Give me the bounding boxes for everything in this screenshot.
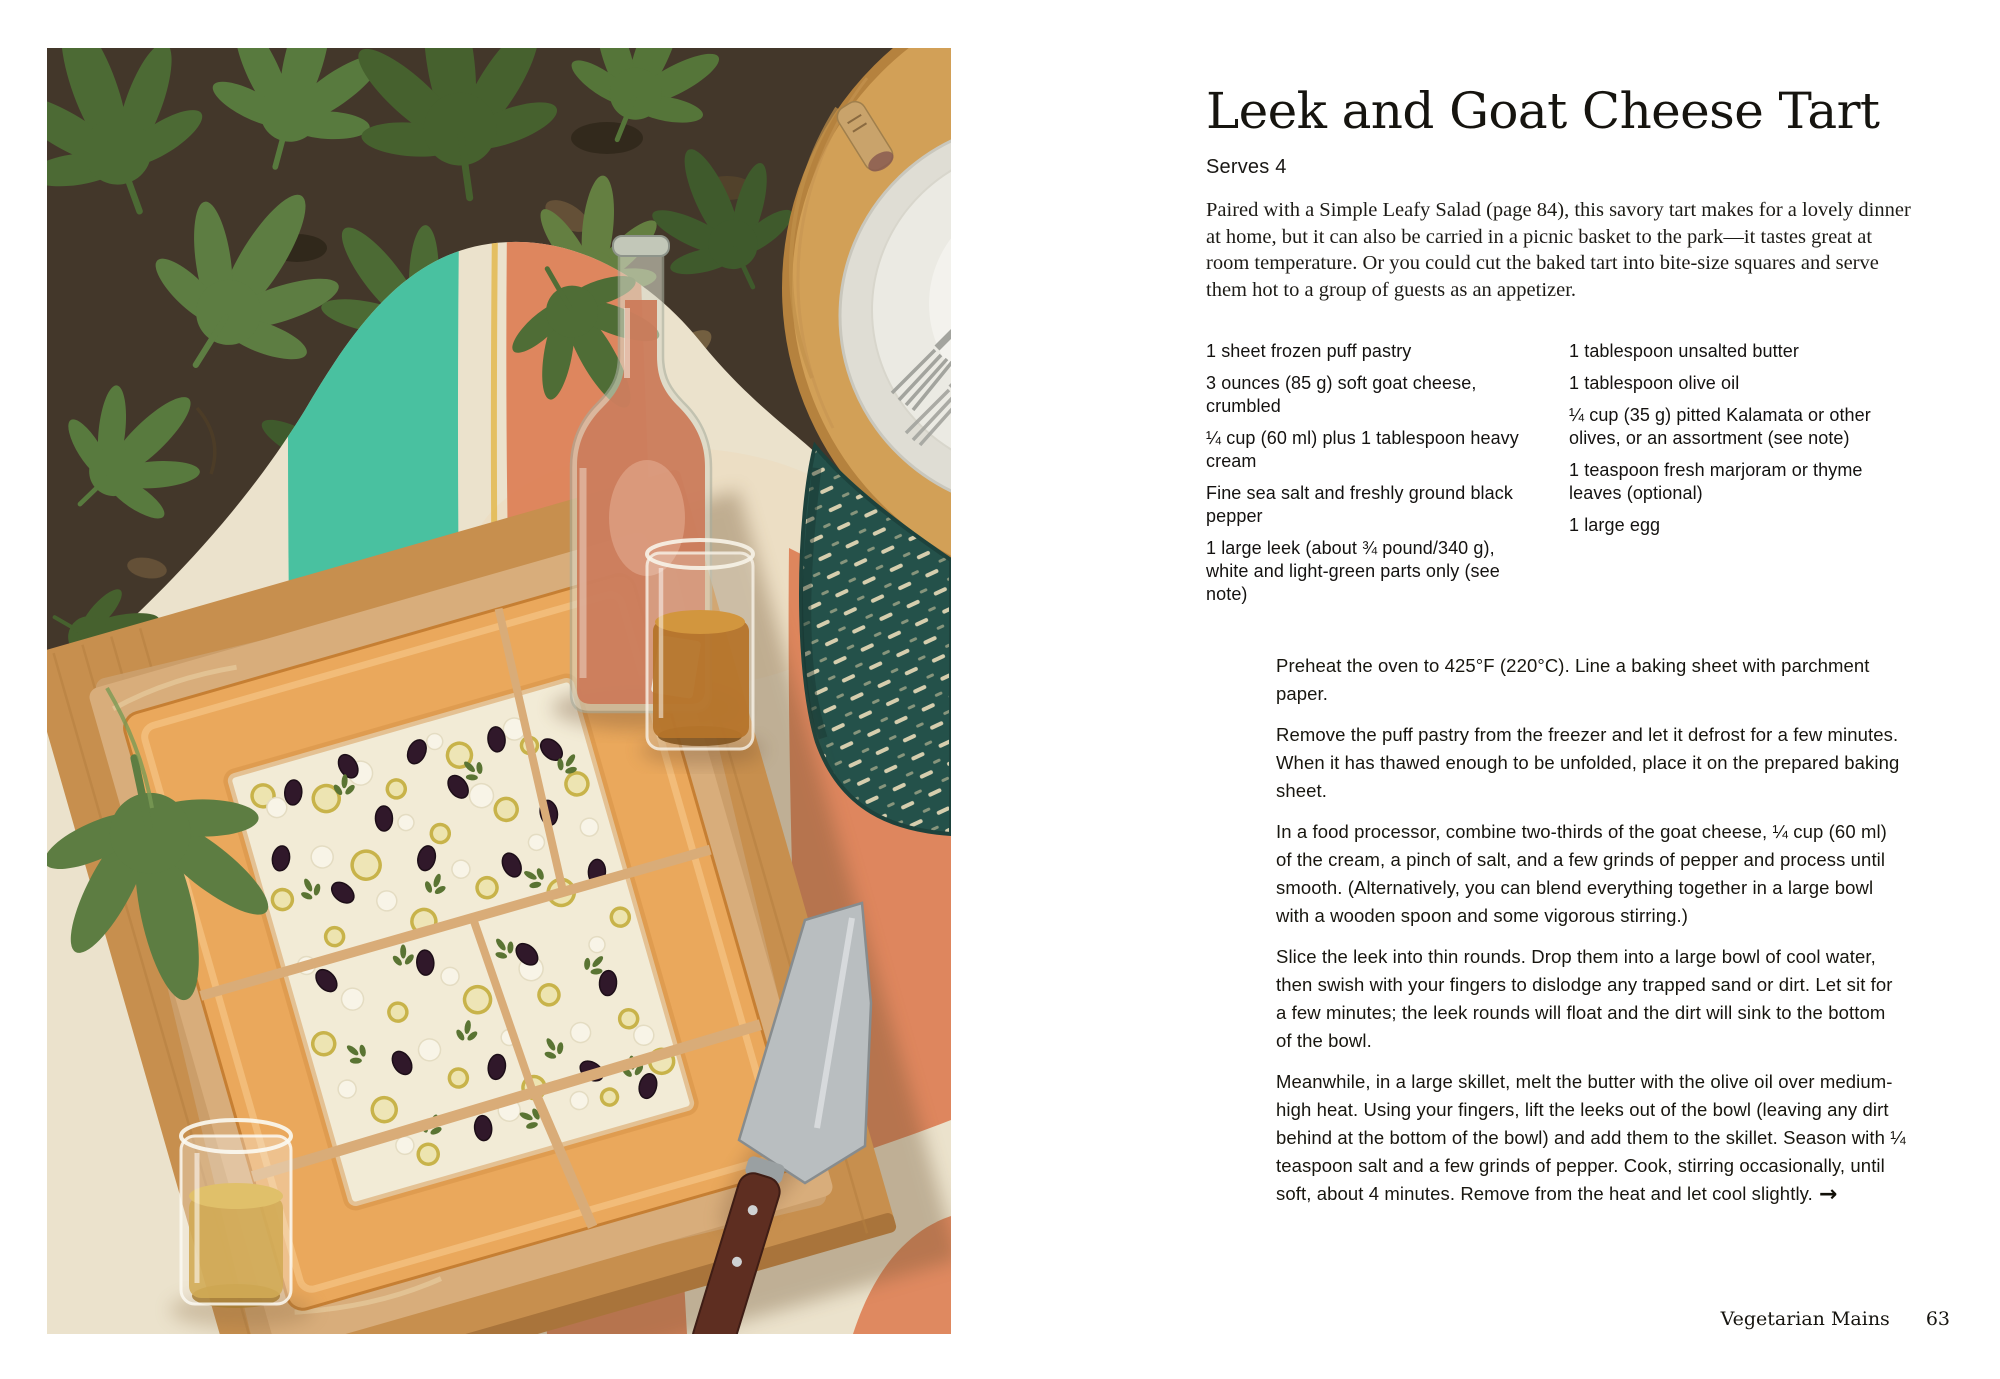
ingredient-item: 1 teaspoon fresh marjoram or thyme leaves (optional) (1569, 460, 1863, 503)
recipe-step: In a food processor, combine two-thirds of the goat cheese, ¼ cup (60 ml) of the cream, a pinch of salt, and a few grinds of pepper and process until smooth. (Alternatively, you can blend everything together in a large bowl with a wooden spoon and some vigorous stirring.) (1276, 821, 1887, 926)
ingredient-item: Fine sea salt and freshly ground black pepper (1206, 483, 1513, 526)
ingredient-item: 1 large leek (about ¾ pound/340 g), white and light-green parts only (see note) (1206, 538, 1500, 604)
amber-drink-glass (640, 540, 764, 765)
ingredient-item: 3 ounces (85 g) soft goat cheese, crumbled (1206, 373, 1477, 416)
recipe-step-text: Meanwhile, in a large skillet, melt the butter with the olive oil over medium-high heat. Using your fingers, lift the leeks out of the bowl (leaving any dirt behind at the bottom of the bowl) and add them to the skillet. Season with ¼ teaspoon salt and a few grinds of pepper. Cook, stirring occasionally, until soft, about 4 minutes. Remove from the heat and let cool slightly. (1276, 1071, 1906, 1204)
ingredient-item: 1 sheet frozen puff pastry (1206, 341, 1412, 361)
recipe-intro: Paired with a Simple Leafy Salad (page 84), this savory tart makes for a lovely dinner at home, but it can also be carried in a picnic basket to the park—it tastes great at room temperature. Or you could cut the baked tart into bite-size squares and serve them hot to a group of guests as an appetizer. (1206, 199, 1911, 301)
ingredient-item: 1 tablespoon unsalted butter (1569, 341, 1799, 361)
picnic-photo-illustration (47, 48, 951, 1334)
recipe-step (1276, 1068, 1906, 1209)
ingredient-item: 1 tablespoon olive oil (1569, 373, 1740, 393)
recipe-step: Remove the puff pastry from the freezer and let it defrost for a few minutes. When it has thawed enough to be unfolded, place it on the prepared baking sheet. (1276, 724, 1900, 801)
page-footer (1721, 1308, 1950, 1330)
footer-section-label: Vegetarian Mains (1720, 1308, 1890, 1330)
continued-arrow-icon: → (1818, 1182, 1838, 1207)
ingredients-column-2 (1569, 340, 1891, 615)
recipe-title: Leek and Goat Cheese Tart (1206, 82, 1880, 140)
recipe-photo (47, 48, 951, 1334)
ingredients-section (1206, 340, 1906, 615)
recipe-step: Preheat the oven to 425°F (220°C). Line a baking sheet with parchment paper. (1276, 655, 1870, 704)
footer-page-number: 63 (1925, 1308, 1950, 1330)
ingredients-column-1 (1206, 340, 1536, 615)
ingredient-item: ¼ cup (35 g) pitted Kalamata or other olives, or an assortment (see note) (1569, 405, 1871, 448)
ingredient-item: 1 large egg (1569, 515, 1661, 535)
instructions-section (1276, 652, 1906, 1222)
recipe-step: Slice the leek into thin rounds. Drop them into a large bowl of cool water, then swish with your fingers to dislodge any trapped sand or dirt. Let sit for a few minutes; the leek rounds will float and the dirt will sink to the bottom of the bowl. (1276, 946, 1893, 1051)
ingredient-item: ¼ cup (60 ml) plus 1 tablespoon heavy cream (1206, 428, 1519, 471)
serves-label: Serves 4 (1206, 156, 1287, 178)
